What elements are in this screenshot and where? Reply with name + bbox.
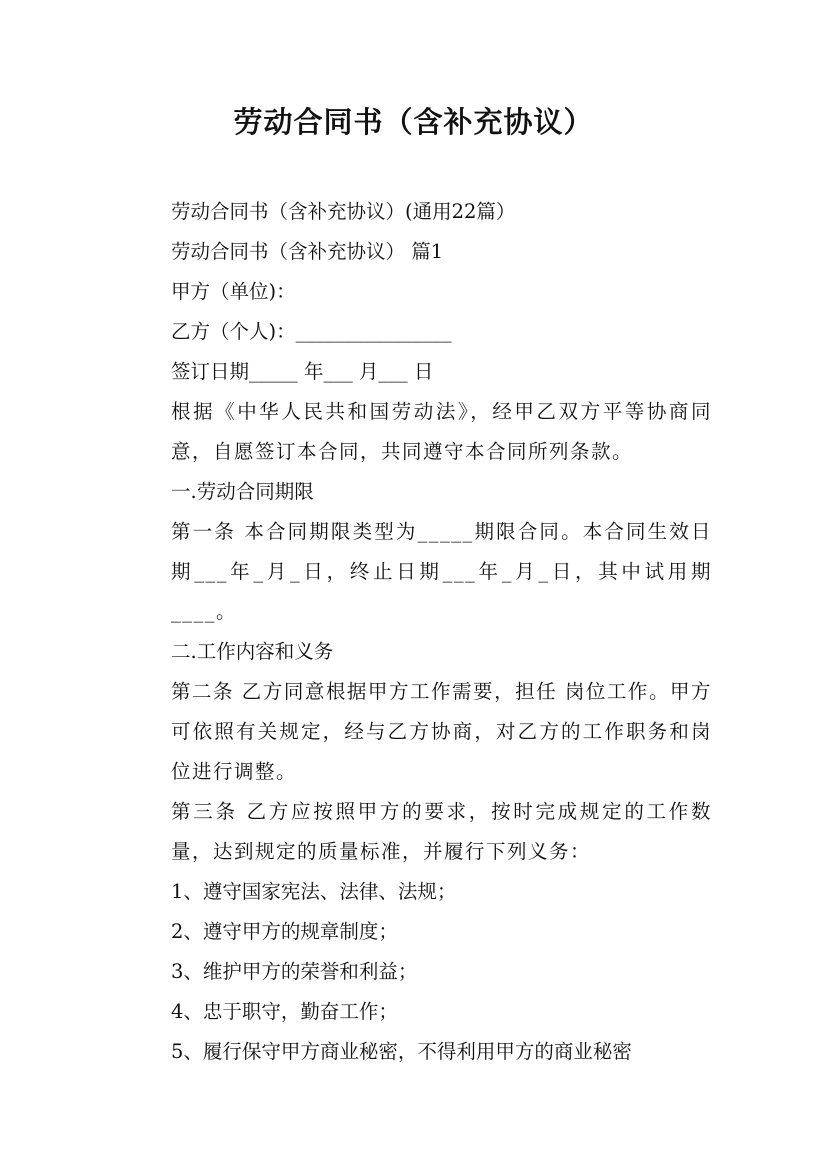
section-heading-contract-term: 一.劳动合同期限 [171,480,314,503]
paragraph-article-2: 第二条 乙方同意根据甲方工作需要，担任 岗位工作。甲方可依照有关规定，经与乙方协商，对乙方的工作职务和岗位进行调整。 [171,680,712,783]
list-item-obligation-1: 1、遵守国家宪法、法律、法规； [171,880,457,903]
paragraph-sign-date: 签订日期_____ 年___ 月___ 日 [171,360,434,383]
document-body [127,192,712,1072]
list-item-obligation-5: 5、履行保守甲方商业秘密，不得利用甲方的商业秘密 [171,1040,632,1063]
paragraph-preamble: 根据《中华人民共和国劳动法》，经甲乙双方平等协商同意，自愿签订本合同，共同遵守本合同所列条款。 [171,400,712,463]
list-item-obligation-2: 2、遵守甲方的规章制度； [171,920,398,943]
list-item-obligation-3: 3、维护甲方的荣誉和利益； [171,960,418,983]
list-item-obligation-4: 4、忠于职守，勤奋工作； [171,1000,398,1023]
paragraph-party-b: 乙方（个人)：________________ [171,320,452,343]
section-heading-work-content: 二.工作内容和义务 [171,640,334,663]
paragraph-subtitle: 劳动合同书（含补充协议）(通用22篇） [171,200,516,223]
document-title: 劳动合同书（含补充协议） [233,105,594,139]
paragraph-article-1: 第一条 本合同期限类型为_____期限合同。本合同生效日期___年_月_日，终止日期___年_月_日，其中试用期____。 [171,520,712,623]
paragraph-article-3: 第三条 乙方应按照甲方的要求，按时完成规定的工作数量，达到规定的质量标准，并履行下列义务： [171,800,712,863]
paragraph-part-heading: 劳动合同书（含补充协议） 篇1 [171,240,444,263]
paragraph-party-a: 甲方（单位)： [171,280,296,303]
